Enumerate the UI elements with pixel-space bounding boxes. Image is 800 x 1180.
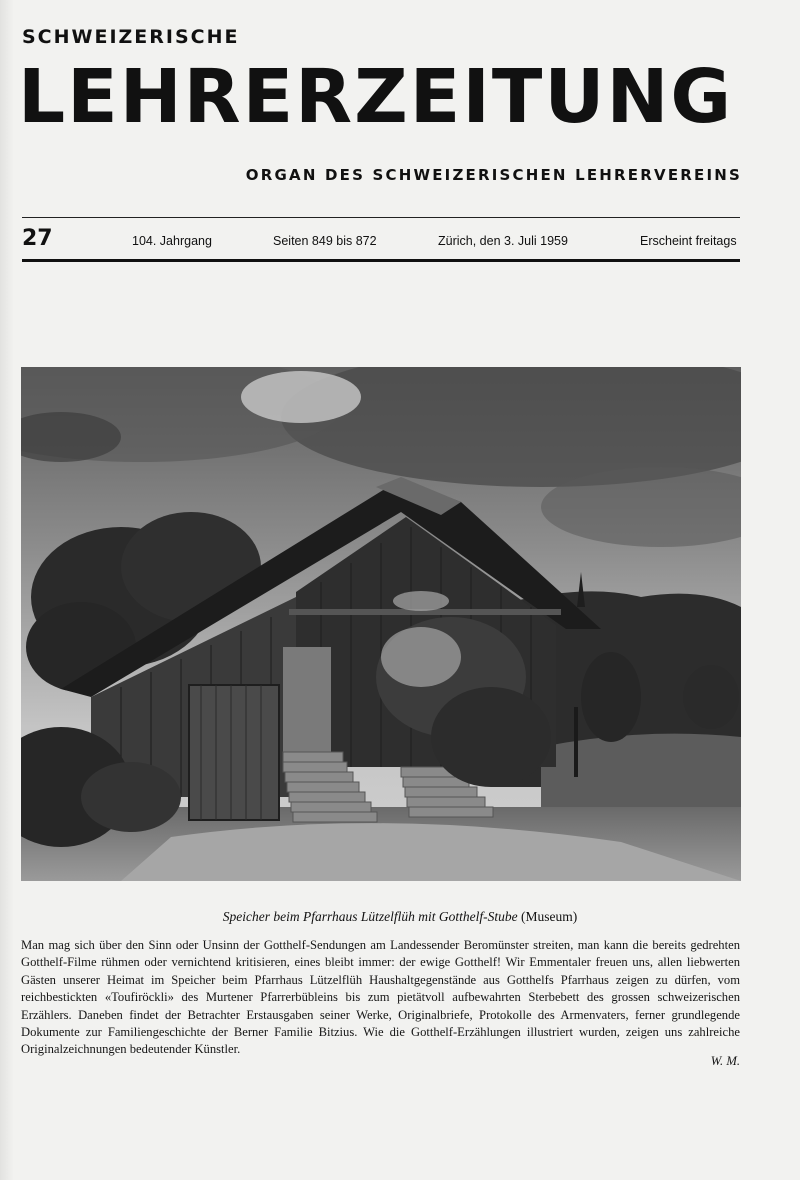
caption-suffix: (Museum) — [520, 909, 578, 924]
header-rule-top — [22, 217, 740, 218]
article-body: Man mag sich über den Sinn oder Unsinn der Gotthelf-Sendungen am Landessender Beromünster streiten, man kann die bereits gedrehten Gotthelf-Filme rühmen oder vernichtend kritisieren, eines bleibt immer: der ewige Gotthelf! Wir Emmentaler freuen uns, allen liebwerten Gästen unserer Heimat im Speicher beim Pfarrhaus Lützelflüh Haushaltgegenstände aus Gotthelfs Pfarrhaus zeigen zu dürfen, vom reichbestickten «Toufiröckli» des Murtener Pfarrerbübleins bis zum pietätvoll aufbewahrten Sterbebett des grossen schweizerischen Erzählers. Daneben findet der Betrachter Erstausgaben seiner Werke, Originalbriefe, Protokolle des Armenvaters, ferner grundlegende Dokumente zur Familiengeschichte der Berner Familie Bitzius. Wie die Gotthelf-Erzählungen illustriert wurden, zeigen uns zahlreiche Originalzeichnungen bedeutender Künstler. — [21, 938, 740, 1057]
issue-volume: 104. Jahrgang — [132, 234, 212, 248]
masthead-subtitle: ORGAN DES SCHWEIZERISCHEN LEHRERVEREINS — [245, 166, 742, 184]
issue-number: 27 — [22, 226, 53, 251]
page-edge-shadow — [0, 0, 14, 1180]
article-signature: W. M. — [710, 1054, 740, 1068]
header-rule-bottom — [22, 259, 740, 262]
masthead-title: LEHRERZEITUNG — [18, 54, 734, 140]
issue-pages: Seiten 849 bis 872 — [273, 234, 377, 248]
masthead-kicker: SCHWEIZERISCHE — [22, 26, 240, 48]
issue-frequency: Erscheint freitags — [640, 234, 737, 248]
caption-title: Speicher beim Pfarrhaus Lützelflüh mit Gotthelf-Stube — [222, 909, 518, 924]
issue-place-date: Zürich, den 3. Juli 1959 — [438, 234, 568, 248]
granary-photo-illustration — [21, 367, 741, 881]
photo-caption — [0, 909, 800, 925]
granary-photo — [21, 367, 741, 881]
